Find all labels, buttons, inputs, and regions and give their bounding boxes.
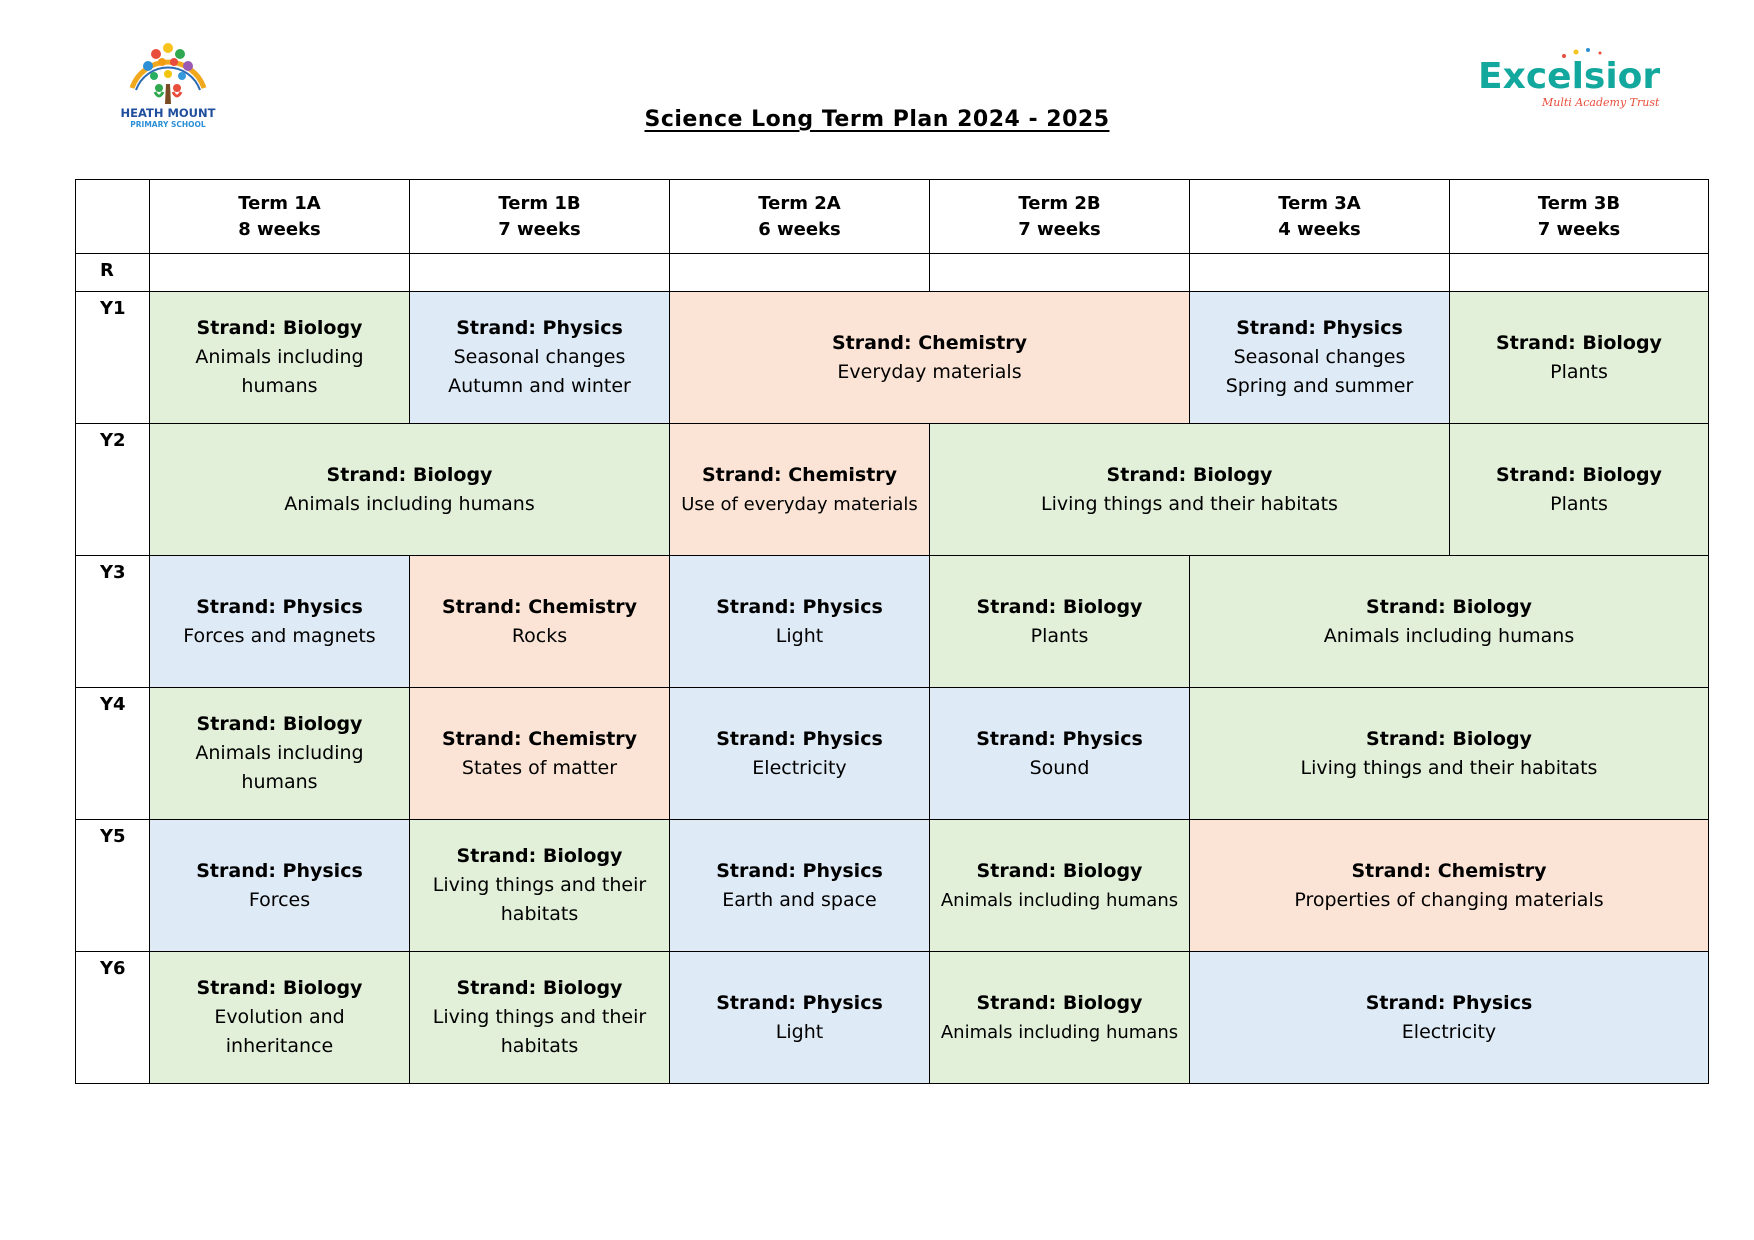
strand-label: Strand: Biology [456, 977, 623, 999]
strand-label: Strand: Biology [196, 713, 363, 735]
strand-label: Strand: Biology [1496, 463, 1662, 486]
topic-label: Forces [248, 888, 311, 911]
topic-label: Animals including humans [195, 742, 364, 793]
plan-cell [930, 424, 1450, 556]
strand-label: Strand: Physics [1236, 317, 1403, 339]
year-label: Y4 [76, 688, 150, 820]
strand-label: Strand: Physics [716, 991, 883, 1014]
year-row-y6 [76, 952, 1709, 1084]
term-weeks: 7 weeks [498, 218, 581, 240]
plan-cell [410, 292, 670, 424]
term-name: Term 1A [238, 192, 321, 214]
plan-cell [150, 292, 410, 424]
plan-cell [150, 688, 410, 820]
plan-cell [670, 424, 930, 556]
strand-label: Strand: Physics [1365, 991, 1533, 1014]
plan-cell [1190, 292, 1450, 424]
term-header [930, 180, 1190, 254]
topic-label: Rocks [511, 624, 568, 647]
strand-label: Strand: Biology [976, 859, 1143, 882]
topic-label: Forces and magnets [183, 624, 376, 647]
strand-label: Strand: Physics [976, 727, 1143, 750]
trust-logo-tagline: Multi Academy Trust [1542, 96, 1660, 109]
year-row-y5 [76, 820, 1709, 952]
term-header [150, 180, 410, 254]
term-name: Term 3A [1278, 192, 1361, 214]
plan-cell [1450, 424, 1709, 556]
topic-label: Evolution and inheritance [214, 1006, 345, 1057]
topic-label: Plants [1030, 624, 1089, 647]
topic-label: Living things and their habitats [1300, 756, 1598, 779]
empty-cell [150, 254, 410, 292]
year-row-y4 [76, 688, 1709, 820]
strand-label: Strand: Physics [456, 317, 623, 339]
plan-cell [1450, 292, 1709, 424]
year-row-y1 [76, 292, 1709, 424]
topic-label: Seasonal changes [453, 346, 626, 368]
strand-label: Strand: Physics [716, 727, 883, 750]
term-header [1190, 180, 1450, 254]
topic-label: Living things and their habitats [432, 1006, 647, 1057]
year-row-y3 [76, 556, 1709, 688]
topic-label: Electricity [1401, 1020, 1497, 1043]
strand-label: Strand: Biology [196, 317, 363, 339]
term-name: Term 2B [1018, 192, 1101, 214]
strand-label: Strand: Biology [976, 991, 1143, 1014]
topic-label: Animals including humans [1323, 624, 1575, 647]
strand-label: Strand: Biology [1366, 595, 1532, 618]
topic-label: Everyday materials [837, 360, 1022, 383]
topic-label: Animals including humans [940, 889, 1179, 911]
term-weeks: 7 weeks [1018, 218, 1101, 240]
plan-cell [410, 820, 670, 952]
year-label: Y6 [76, 952, 150, 1084]
topic-label: Sound [1029, 756, 1090, 779]
plan-cell [410, 952, 670, 1084]
topic-label: Light [775, 624, 824, 647]
topic-label: Animals including humans [195, 346, 364, 397]
plan-cell [150, 424, 670, 556]
term-header [410, 180, 670, 254]
term-name: Term 1B [498, 192, 581, 214]
term-header [670, 180, 930, 254]
topic-label: Light [775, 1020, 824, 1043]
topic-label-2: Autumn and winter [448, 375, 631, 397]
year-row-r [76, 254, 1709, 292]
strand-label: Strand: Chemistry [441, 595, 638, 618]
strand-label: Strand: Biology [1106, 463, 1273, 486]
term-name: Term 3B [1537, 192, 1621, 214]
school-logo-subtitle: PRIMARY SCHOOL [130, 120, 206, 129]
empty-cell [1450, 254, 1709, 292]
topic-label: Living things and their habitats [1041, 492, 1338, 515]
plan-cell [930, 820, 1190, 952]
header-row [76, 180, 1709, 254]
term-weeks: 7 weeks [1537, 218, 1621, 240]
plan-cell [670, 556, 930, 688]
topic-label: Earth and space [722, 888, 877, 911]
year-label: Y3 [76, 556, 150, 688]
strand-label: Strand: Biology [976, 595, 1143, 618]
strand-label: Strand: Chemistry [831, 331, 1028, 354]
year-label: Y5 [76, 820, 150, 952]
strand-label: Strand: Chemistry [701, 463, 898, 486]
term-weeks: 8 weeks [238, 218, 321, 240]
plan-cell [930, 688, 1190, 820]
strand-label: Strand: Physics [716, 859, 883, 882]
strand-label: Strand: Chemistry [1351, 859, 1547, 882]
excelsior-trust-logo [1476, 44, 1676, 114]
page-title: Science Long Term Plan 2024 - 2025 [644, 107, 1110, 132]
topic-label: Animals including humans [284, 492, 535, 515]
empty-cell [930, 254, 1190, 292]
plan-cell [930, 952, 1190, 1084]
plan-cell [930, 556, 1190, 688]
strand-label: Strand: Biology [326, 463, 493, 486]
term-weeks: 6 weeks [758, 218, 841, 240]
topic-label: Plants [1550, 492, 1608, 515]
school-logo-name: HEATH MOUNT [120, 106, 216, 120]
plan-cell [1190, 952, 1709, 1084]
strand-label: Strand: Chemistry [441, 727, 638, 750]
topic-label: Animals including humans [940, 1021, 1179, 1043]
year-label: Y1 [76, 292, 150, 424]
term-header [1450, 180, 1709, 254]
topic-label: Plants [1550, 360, 1608, 383]
strand-label: Strand: Biology [1496, 331, 1662, 354]
plan-cell [150, 820, 410, 952]
strand-label: Strand: Biology [196, 977, 363, 999]
term-weeks: 4 weeks [1278, 218, 1361, 240]
topic-label: Living things and their habitats [432, 874, 647, 925]
empty-cell [1190, 254, 1450, 292]
topic-label: Electricity [752, 756, 847, 779]
plan-cell [150, 952, 410, 1084]
year-label: Y2 [76, 424, 150, 556]
plan-cell [1190, 556, 1709, 688]
plan-cell [410, 688, 670, 820]
topic-label: Use of everyday materials [681, 493, 918, 515]
strand-label: Strand: Physics [196, 859, 363, 882]
plan-cell [670, 292, 1190, 424]
topic-label: Seasonal changes [1233, 346, 1406, 368]
long-term-plan-table [75, 179, 1709, 1084]
strand-label: Strand: Physics [196, 595, 363, 618]
plan-cell [1190, 820, 1709, 952]
plan-cell [670, 952, 930, 1084]
term-name: Term 2A [758, 192, 841, 214]
trust-logo-word: Excelsior [1478, 56, 1661, 97]
strand-label: Strand: Physics [716, 595, 883, 618]
year-row-y2 [76, 424, 1709, 556]
plan-cell [670, 820, 930, 952]
empty-cell [410, 254, 670, 292]
strand-label: Strand: Biology [456, 845, 623, 867]
plan-cell [150, 556, 410, 688]
plan-cell [670, 688, 930, 820]
corner-cell [76, 180, 150, 254]
strand-label: Strand: Biology [1366, 727, 1532, 750]
topic-label: Properties of changing materials [1294, 888, 1604, 911]
year-label: R [76, 254, 150, 292]
empty-cell [670, 254, 930, 292]
topic-label-2: Spring and summer [1225, 375, 1414, 397]
plan-cell [1190, 688, 1709, 820]
topic-label: States of matter [461, 756, 618, 779]
plan-cell [410, 556, 670, 688]
